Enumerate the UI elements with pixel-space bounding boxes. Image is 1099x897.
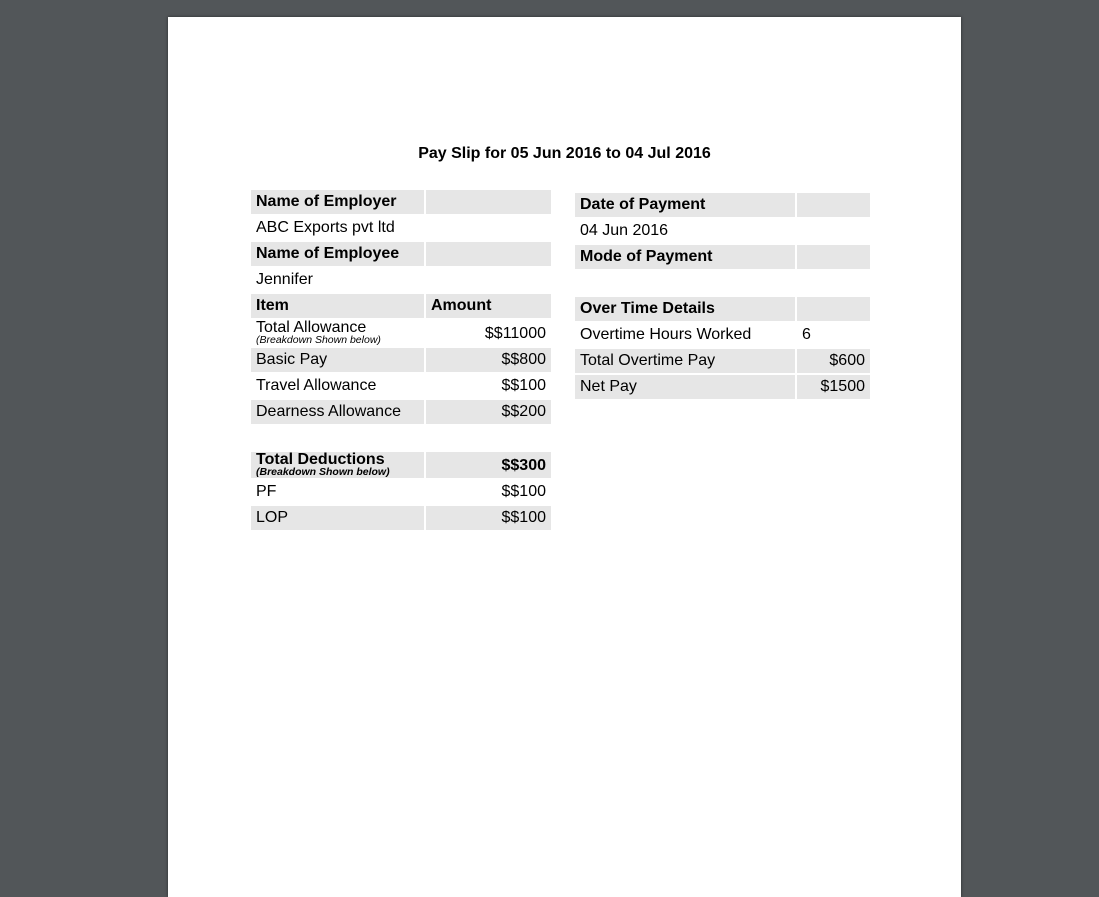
allowance-item-value: $$800 [426,348,551,372]
allowance-item-row [251,400,551,424]
allowance-item-label: Travel Allowance [256,377,377,394]
item-column-header: Item [251,294,424,318]
allowance-item-value: $$100 [501,377,546,394]
mode-of-payment-label: Mode of Payment [575,245,795,269]
employer-label-row [251,190,551,214]
employee-value: Jennifer [256,271,313,288]
overtime-header-row [575,297,870,321]
deduction-item-row [251,480,551,504]
allowance-item-label: Dearness Allowance [251,400,424,424]
allowance-breakdown-note: (Breakdown Shown below) [256,334,381,346]
overtime-pay-row [575,349,870,373]
payslip-title: Pay Slip for 05 Jun 2016 to 04 Jul 2016 [418,145,711,162]
employer-value-row [251,216,551,240]
allowance-item-value: $$200 [426,400,551,424]
overtime-hours-value: 6 [802,326,811,343]
date-of-payment-label: Date of Payment [575,193,795,217]
overtime-pay-value: $600 [797,349,870,373]
deduction-item-value: $$100 [426,506,551,530]
deductions-breakdown-note: (Breakdown Shown below) [256,466,390,478]
net-pay-row [575,375,870,399]
amount-column-header: Amount [426,294,551,318]
overtime-header: Over Time Details [575,297,795,321]
net-pay-label: Net Pay [575,375,795,399]
date-of-payment-value-row [575,219,870,243]
total-deductions-value: $$300 [426,452,551,478]
employee-label: Name of Employee [251,242,424,266]
overtime-pay-label: Total Overtime Pay [575,349,795,373]
deduction-item-label: PF [256,483,277,500]
allowance-item-row [251,348,551,372]
items-header-row [251,294,551,318]
employee-label-row [251,242,551,266]
earnings-table [249,188,553,532]
employer-label: Name of Employer [251,190,424,214]
mode-of-payment-row [575,245,870,269]
employer-value: ABC Exports pvt ltd [256,219,395,236]
allowance-item-label: Basic Pay [251,348,424,372]
allowance-item-row [251,374,551,398]
overtime-hours-row [575,323,870,347]
total-deductions-label: Total Deductions [256,451,385,468]
total-allowance-row [251,320,551,346]
total-deductions-row [251,452,551,478]
deduction-item-value: $$100 [501,483,546,500]
date-of-payment-label-row [575,193,870,217]
pdf-page [168,17,961,897]
date-of-payment-value: 04 Jun 2016 [580,222,669,239]
deduction-item-label: LOP [251,506,424,530]
deduction-item-row [251,506,551,530]
total-allowance-label: Total Allowance [256,319,367,336]
overtime-hours-label: Overtime Hours Worked [580,326,752,343]
total-allowance-value: $$11000 [484,324,546,342]
net-pay-value: $1500 [797,375,870,399]
employee-value-row [251,268,551,292]
payment-table [573,191,872,401]
